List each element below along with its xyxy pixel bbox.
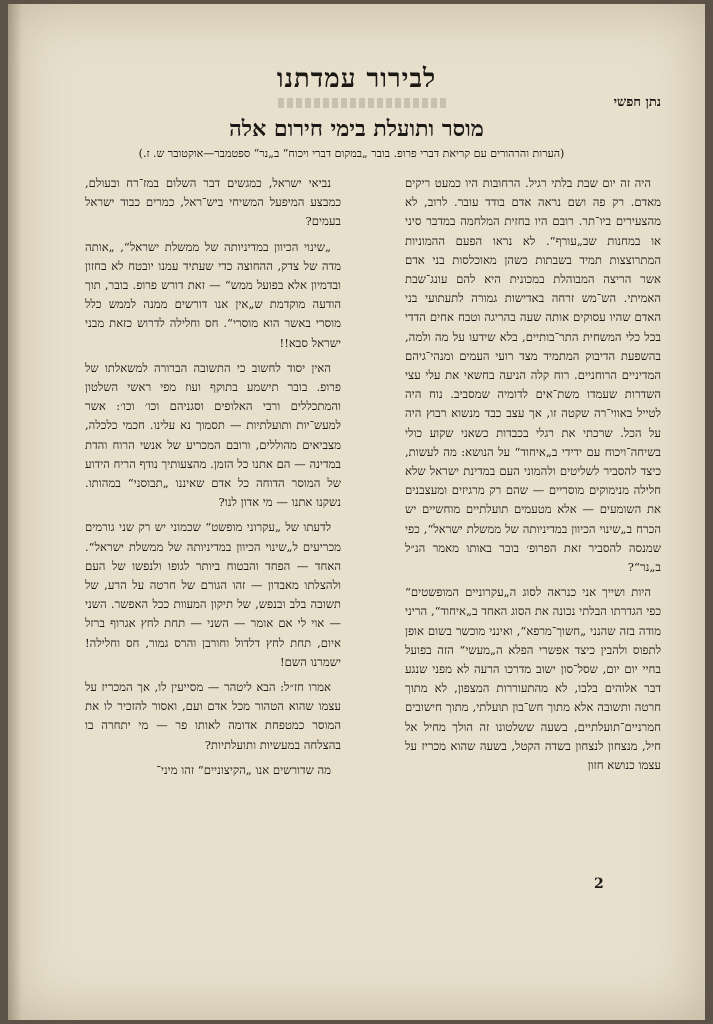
faint-bleed-through-text [278, 98, 448, 108]
paragraph: מה שדורשים אנו „הקיצוניים“ זהו מיני־ [156, 762, 331, 777]
paragraph: אמרו חז״ל: הבא ליטהר — מסייעין לו, אך המכריז על עצמו שהוא הטהור מכל אדם ועם, ואסור להזכיר לו את המוסר כמטפחת אדומה לאותו פר — מי יתחרה בו בהצלחה במעשיות ותועלתיות? [85, 680, 341, 752]
article-title: מוסר ותועלת בימי חירום אלה [229, 116, 484, 142]
text-column-left [85, 174, 341, 786]
paragraph: לדעתו של „עקרוני מופשט“ שכמוני יש רק שני גורמים מכריעים ל„שינוי הכיוון במדיניותה של ממשלת ישראל“. האחד — הפחד והבטוח ביותר לגופו ולנפשו של העם ולהצלתו מאבדון — זהו הגורם של חרטה על הרע, של תשובה בלב ובנפש, של תיקון המעוות ככל האפשר. השני — אוי לי אם אומר — השני — תחת לחץ אגרוף ברזל איום, תחת לחץ דלדול וחורבן והרס גמור, חס וחלילה! ישמרנו השם! [85, 520, 341, 669]
paragraph: היות ושייך אני כנראה לסוג ה„עקרוניים המופשטים“ כפי הגדרתו הבלתי נכונה את הסוג האחד ב„איחוד“, הריני מודה בזה שהנני „חשוך־מרפא“, ואינני מוכשר בשום אופן לתפוס ולהבין כיצד אפשרי הפלא ה„מעשי“ הזה בפועל בחיי יום יום, שסל־סון ישוב מדרכו הרעה לא מפני שנגע דבר אלוהים בלבו, לא מהתעוררות המצפון, לא מתוך חרטה ותשובה אלא מתוך חש־בון תועלתי, מתוך חישובים חמרניים־תועלתיים, בשעה ששלטונו זה הולך מחיל אל חיל, מנצחון לנצחון בשדה הקטל, בשעה שהוא מכריז על עצמו כנושא חזון [405, 585, 661, 773]
text-column-right [405, 174, 661, 781]
section-header: לבירור עמדתנו [276, 64, 437, 94]
newspaper-page [8, 4, 705, 1020]
paragraph: „שינוי הכיוון במדיניותה של ממשלת ישראל“, „אותה מדה של צדק, ההחוצה כדי שעתיד עמנו יובטח לא בחזון ובדמיון אלא בפועל ממש“ — זאת דורש פרופ. בובר, תוך הודעה מוקדמת ש„אין אנו דורשים ממנה לממש כלל מוסרי באשר הוא מוסרי“. חס וחלילה לדרוש כזאת מבני ישראל סבא!! [85, 239, 341, 350]
paragraph: נביאי ישראל, כמגשים דבר השלום במז־רח ובעולם, כמבצע המיפעל המשיחי ביש־ראל, כמרים כבוד ישראל בעמים? [85, 176, 341, 229]
paragraph: האין יסוד לחשוב כי התשובה הברורה למשאלתו של פרופ. בובר תישמע בתוקף ועוז מפי ראשי השלטון והמתכללים ורבי האלופים וסגניהם וכו׳ וכו׳: אשר למעש־יות ותועלתיות — תסמוך נא עלינו. חכמי כלכלה, מצביאים מהוללים, ורובם המכריע של אנשי הרוח והדת במדינה — הם אתנו כל הזמן. מהצעותיך נודף הריח הידוע של המוסר הדוחה כל אדם שאיננו „תבוסני“ במהותו. נשקנו אתנו — מי אדון לנו? [85, 360, 341, 510]
page-fold-shadow [8, 4, 22, 1020]
paragraph: היה זה יום שבת בלתי רגיל. הרחובות היו כמעט ריקים מאדם. רק פה ושם נראה אדם בודד עובר. לרוב, לא מהצעירים ביו־תר. רובם היו בחזית המלחמה במדבר סיני או במחנות שב„עורף“. לא נראו הפעם ההמוניות המתרוצצות תמיד בשבתות כשהן מאוכלסות בני אדם אשר הריצה המבוהלת במכונית היא להם עונג־שבת האמיתי. הש־מש זרחה באדישות גמורה לתעתועי בני האדם שהיו עסוקים אותה שעה בהריגה וטבח אחים הדדי בכל כלי המשחית התר־בותיים, בלא שידעו על מה ולמה, בהשפעת הדיבוק המתמיד מצד רועי העמים ומנהי־גיהם המדיניים הרוחניים. רוח קלה הניעה בחשאי את עלי עצי השדרות שעמדו משת־אים לדומיה שמסביב. נוח היה לטייל באווי־רה שקטה זו, אך עצב כבד מנשוא רבוץ היה על הכל. שרכתי את רגלי בכבדות כשאני שקוע כולי בשיחה־ויכוח עם ידידי ב„איחוד“ על הנושא: מה לעשות, כיצד להסביר לשליטים ולהמוני העם במדינת ישראל שלא חלילה מנימוקים מוסריים — שהם רק מרגיזים ומעצבנים את השומעים — אלא מטעמים תועלתיים מוחשיים יש הכרח ב„שינוי הכיוון במדיניותה של ממשלת ישראל“, כפי שמנסה להסביר זאת הפרופ׳ בובר באותו מאמר הנ״ל ב„נר“? [405, 176, 661, 575]
author-name: נתן חפשי [613, 95, 661, 110]
article-subtitle: (הערות והרהורים עם קריאת דברי פרופ. בובר „במקום דברי ויכוח“ ב„נר“ ספטמבר—אוקטובר ש. ז.) [138, 147, 565, 160]
page-number: 2 [594, 876, 604, 892]
